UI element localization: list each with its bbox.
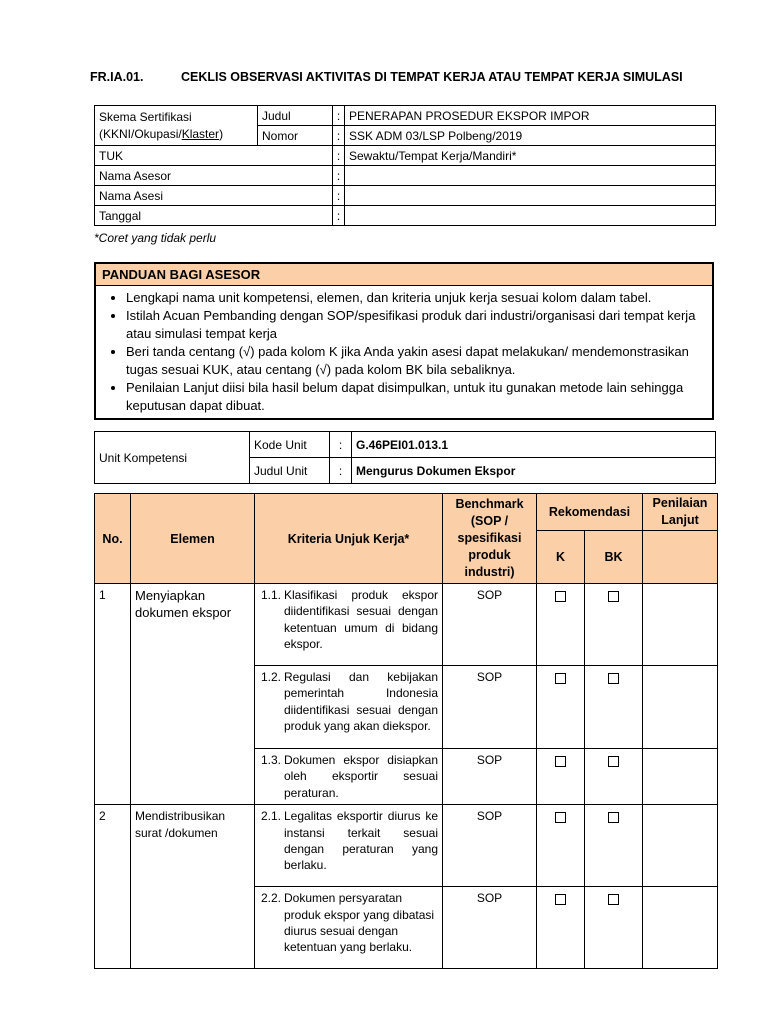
unit-table: Unit Kompetensi Kode Unit : G.46PEI01.013.1 Judul Unit : Mengurus Dokumen Ekspor — [94, 431, 716, 484]
asesor-field[interactable] — [345, 166, 716, 186]
kuk-cell: 2.2. Dokumen persyaratan produk ekspor yang dibatasi diurus sesuai dengan ketentuan yang berlaku. — [255, 887, 443, 969]
asesi-field[interactable] — [345, 186, 716, 206]
lanjut-cell[interactable] — [643, 584, 718, 666]
guide-list — [96, 289, 712, 415]
bk-checkbox-cell[interactable] — [585, 584, 643, 666]
form-code: FR.IA.01. — [90, 70, 144, 84]
bk-checkbox[interactable] — [608, 812, 619, 823]
k-checkbox-cell[interactable] — [537, 887, 585, 969]
benchmark-cell: SOP — [443, 887, 537, 969]
lanjut-cell[interactable] — [643, 666, 718, 749]
bk-checkbox[interactable] — [608, 756, 619, 767]
nomor-label: Nomor — [258, 126, 333, 146]
guide-item: • Beri tanda centang (√) pada kolom K jika Anda yakin asesi dapat melakukan/ mendemonstrasikan tugas sesuai KUK, atau centang (√) pada kolom BK bila sebaliknya. — [126, 343, 712, 379]
guide-box — [94, 262, 714, 420]
lanjut-cell[interactable] — [643, 805, 718, 887]
judul-value: PENERAPAN PROSEDUR EKSPOR IMPOR — [345, 106, 716, 126]
k-checkbox-cell[interactable] — [537, 666, 585, 749]
judul-unit-value: Mengurus Dokumen Ekspor — [352, 458, 716, 484]
header-rekomendasi: Rekomendasi — [537, 494, 643, 531]
header-k: K — [537, 531, 585, 584]
header-no: No. — [95, 494, 131, 584]
bk-checkbox[interactable] — [608, 591, 619, 602]
footnote: *Coret yang tidak perlu — [94, 231, 217, 245]
kuk-cell: 1.1. Klasifikasi produk ekspor diidentifikasi sesuai dengan ketentuan umum di bidang ekspor. — [255, 584, 443, 666]
bk-checkbox-cell[interactable] — [585, 805, 643, 887]
benchmark-cell: SOP — [443, 666, 537, 749]
header-lanjut-empty — [643, 531, 718, 584]
benchmark-cell: SOP — [443, 584, 537, 666]
asesor-label: Nama Asesor — [95, 166, 333, 186]
header-bk: BK — [585, 531, 643, 584]
tanggal-label: Tanggal — [95, 206, 333, 226]
document-title — [90, 70, 683, 84]
kode-unit-label: Kode Unit — [250, 432, 330, 458]
benchmark-cell: SOP — [443, 805, 537, 887]
kuk-cell: 2.1. Legalitas eksportir diurus ke instansi terkait sesuai dengan peraturan yang berlaku. — [255, 805, 443, 887]
k-checkbox-cell[interactable] — [537, 584, 585, 666]
header-penilaian-lanjut: Penilaian Lanjut — [643, 494, 718, 531]
bk-checkbox[interactable] — [608, 894, 619, 905]
k-checkbox-cell[interactable] — [537, 805, 585, 887]
kuk-cell: 1.3. Dokumen ekspor disiapkan oleh eksportir sesuai peraturan. — [255, 749, 443, 805]
observation-table — [94, 493, 718, 969]
form-title: CEKLIS OBSERVASI AKTIVITAS DI TEMPAT KERJA ATAU TEMPAT KERJA SIMULASI — [181, 70, 683, 84]
lanjut-cell[interactable] — [643, 887, 718, 969]
lanjut-cell[interactable] — [643, 749, 718, 805]
row-no: 2 — [95, 805, 131, 969]
k-checkbox[interactable] — [555, 812, 566, 823]
bk-checkbox-cell[interactable] — [585, 666, 643, 749]
tanggal-field[interactable] — [345, 206, 716, 226]
asesi-label: Nama Asesi — [95, 186, 333, 206]
nomor-value: SSK ADM 03/LSP Polbeng/2019 — [345, 126, 716, 146]
guide-item: • Istilah Acuan Pembanding dengan SOP/spesifikasi produk dari industri/organisasi dari tempat kerja atau simulasi tempat kerja — [126, 307, 712, 343]
k-checkbox[interactable] — [555, 591, 566, 602]
row-elemen: Menyiapkan dokumen ekspor — [131, 584, 255, 805]
kuk-cell: 1.2. Regulasi dan kebijakan pemerintah Indonesia diidentifikasi sesuai dengan produk yang akan diekspor. — [255, 666, 443, 749]
tuk-label: TUK — [95, 146, 333, 166]
header-kuk: Kriteria Unjuk Kerja* — [255, 494, 443, 584]
guide-item: • Penilaian Lanjut diisi bila hasil belum dapat disimpulkan, untuk itu gunakan metode lain sehingga keputusan dapat dibuat. — [126, 379, 712, 415]
k-checkbox-cell[interactable] — [537, 749, 585, 805]
row-elemen: Mendistribusikan surat /dokumen — [131, 805, 255, 969]
tuk-value: Sewaktu/Tempat Kerja/Mandiri* — [345, 146, 716, 166]
header-benchmark: Benchmark (SOP / spesifikasi produk industri) — [443, 494, 537, 584]
k-checkbox[interactable] — [555, 894, 566, 905]
info-table: Skema Sertifikasi (KKNI/Okupasi/Klaster) Judul : PENERAPAN PROSEDUR EKSPOR IMPOR Nomor : SSK ADM 03/LSP Polbeng/2019 TUK : Sewaktu/Tempat Kerja/Mandiri* Nama Asesor : Nama Asesi : Tanggal : — [94, 105, 716, 226]
benchmark-cell: SOP — [443, 749, 537, 805]
k-checkbox[interactable] — [555, 673, 566, 684]
judul-label: Judul — [258, 106, 333, 126]
guide-heading: PANDUAN BAGI ASESOR — [96, 264, 712, 286]
kode-unit-value: G.46PEI01.013.1 — [352, 432, 716, 458]
bk-checkbox-cell[interactable] — [585, 887, 643, 969]
skema-label: Skema Sertifikasi (KKNI/Okupasi/Klaster) — [95, 106, 258, 146]
bk-checkbox-cell[interactable] — [585, 749, 643, 805]
judul-unit-label: Judul Unit — [250, 458, 330, 484]
bk-checkbox[interactable] — [608, 673, 619, 684]
unit-label: Unit Kompetensi — [95, 432, 250, 484]
k-checkbox[interactable] — [555, 756, 566, 767]
row-no: 1 — [95, 584, 131, 805]
header-elemen: Elemen — [131, 494, 255, 584]
guide-item: • Lengkapi nama unit kompetensi, elemen, dan kriteria unjuk kerja sesuai kolom dalam tabel. — [126, 289, 712, 307]
